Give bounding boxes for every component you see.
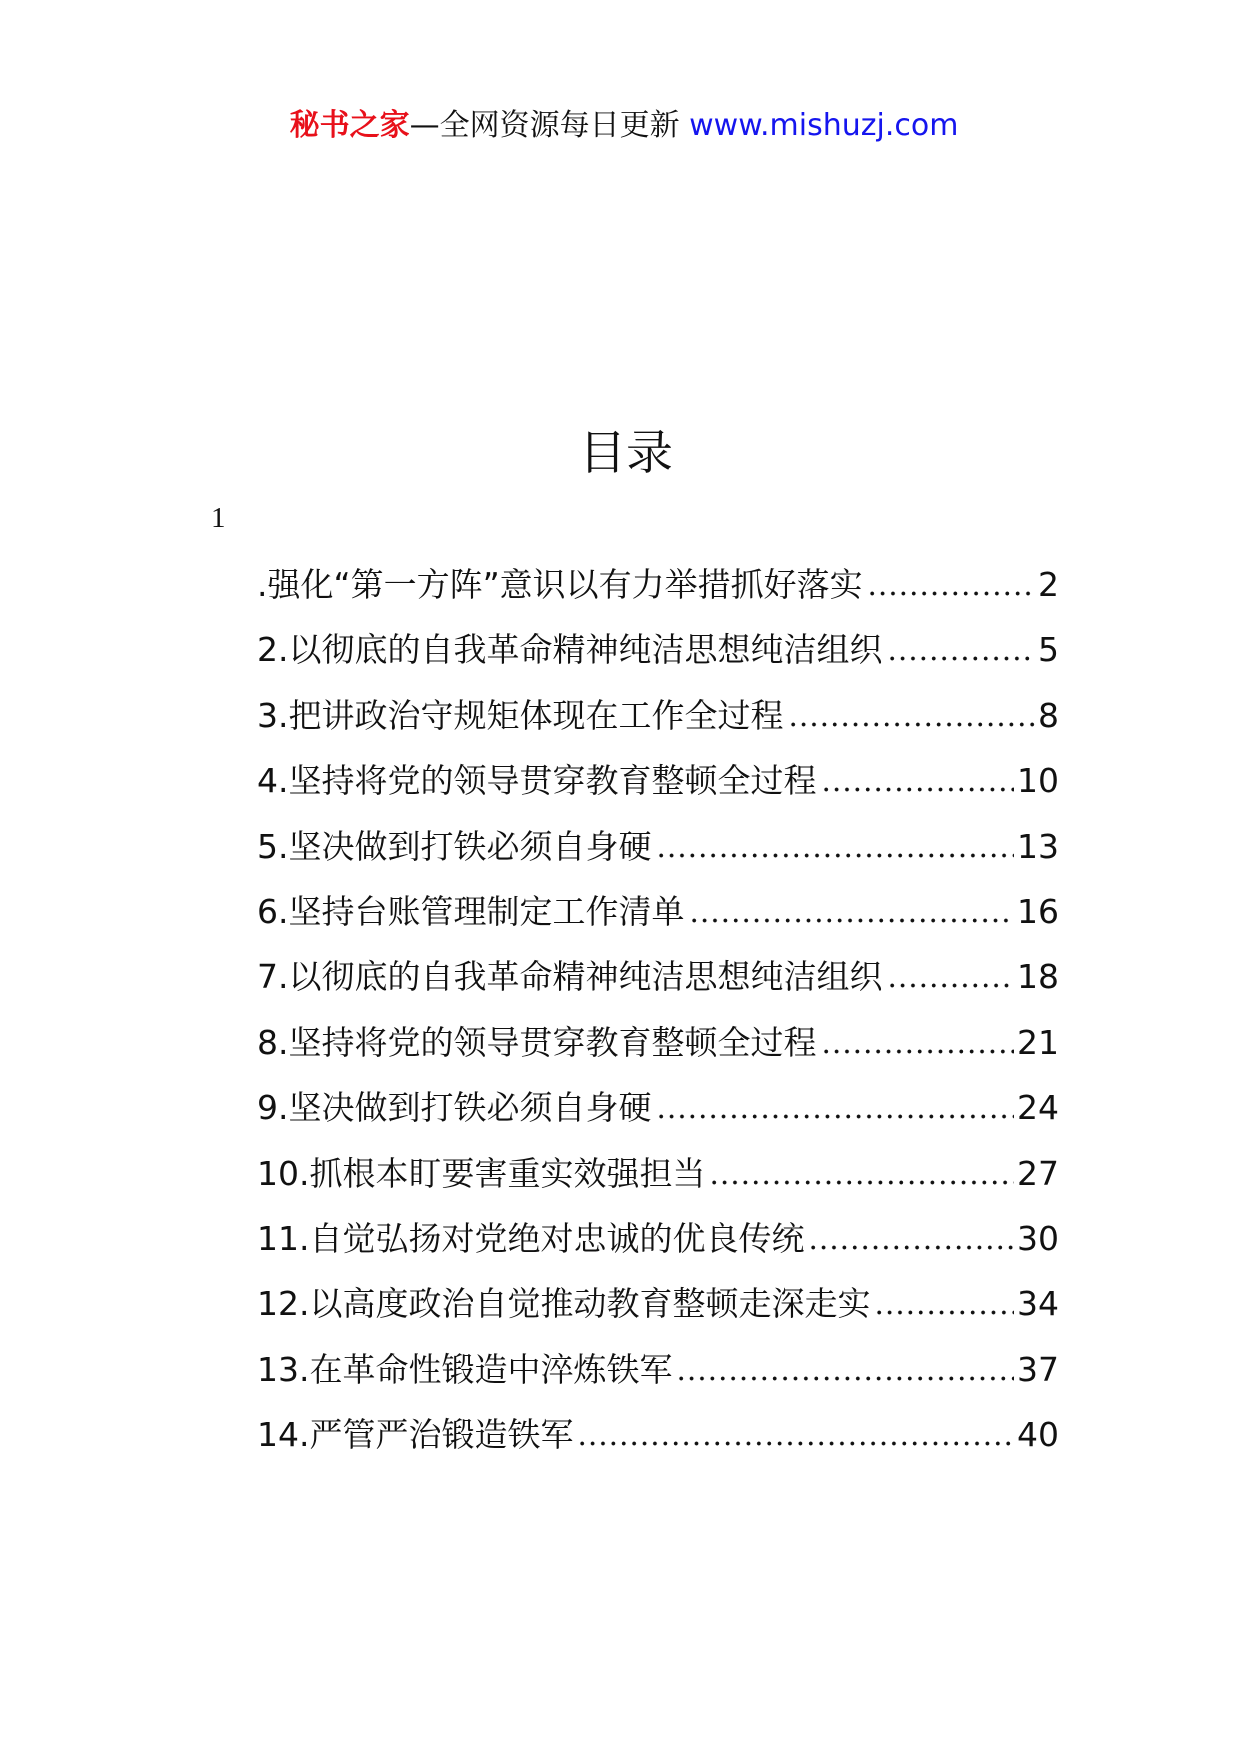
toc-entry bbox=[257, 617, 1059, 682]
toc-entry-page: 13 bbox=[1017, 826, 1059, 866]
toc-dot-leader bbox=[887, 656, 1036, 661]
toc-entry-label: 12.以高度政治自觉推动教育整顿走深走实 bbox=[257, 1284, 871, 1324]
toc-dot-leader bbox=[821, 787, 1015, 792]
toc-entry-page: 21 bbox=[1017, 1022, 1059, 1062]
toc-entry bbox=[257, 1010, 1059, 1075]
toc-entry bbox=[257, 1337, 1059, 1402]
toc-level-marker: 1 bbox=[211, 502, 226, 534]
toc-dot-leader bbox=[867, 591, 1035, 596]
toc-entry-page: 18 bbox=[1017, 957, 1059, 997]
toc-dot-leader bbox=[656, 1114, 1015, 1119]
toc-entry-page: 8 bbox=[1038, 695, 1059, 735]
toc-entry-page: 30 bbox=[1017, 1218, 1059, 1258]
toc-entry-page: 16 bbox=[1017, 891, 1059, 931]
toc-entry-label: 8.坚持将党的领导贯穿教育整顿全过程 bbox=[257, 1022, 817, 1062]
page-header bbox=[8, 104, 1240, 148]
toc-entry bbox=[257, 1075, 1059, 1140]
toc-entry bbox=[257, 879, 1059, 944]
toc-entry-label: 2.以彻底的自我革命精神纯洁思想纯洁组织 bbox=[257, 630, 883, 670]
toc-dot-leader bbox=[709, 1180, 1014, 1185]
toc-dot-leader bbox=[656, 853, 1015, 858]
toc-dot-leader bbox=[577, 1441, 1014, 1446]
toc-entry-page: 5 bbox=[1038, 630, 1059, 670]
toc-dot-leader bbox=[887, 983, 1015, 988]
toc-entry bbox=[257, 814, 1059, 879]
toc-entry bbox=[257, 683, 1059, 748]
toc-entry bbox=[257, 1402, 1059, 1467]
brand-name: 秘书之家 bbox=[289, 108, 410, 143]
table-of-contents bbox=[257, 552, 1059, 1467]
toc-entry-page: 34 bbox=[1017, 1284, 1059, 1324]
toc-entry-label: 14.严管严治锻造铁军 bbox=[257, 1415, 574, 1455]
document-title: 目录 bbox=[579, 426, 673, 481]
toc-entry-page: 10 bbox=[1017, 761, 1059, 801]
toc-entry-label: 13.在革命性锻造中淬炼铁军 bbox=[257, 1349, 673, 1389]
toc-dot-leader bbox=[676, 1376, 1014, 1381]
toc-entry-label: .强化“第一方阵”意识以有力举措抓好落实 bbox=[257, 565, 863, 604]
toc-entry-label: 4.坚持将党的领导贯穿教育整顿全过程 bbox=[257, 761, 817, 801]
toc-entry bbox=[257, 944, 1059, 1009]
toc-entry-page: 2 bbox=[1038, 565, 1059, 604]
toc-entry bbox=[257, 748, 1059, 813]
toc-entry bbox=[257, 1271, 1059, 1336]
toc-entry bbox=[257, 552, 1059, 617]
website-url: www.mishuzj.com bbox=[689, 108, 959, 143]
toc-entry bbox=[257, 1206, 1059, 1271]
toc-entry-page: 24 bbox=[1017, 1088, 1059, 1128]
toc-dot-leader bbox=[808, 1245, 1014, 1250]
toc-dot-leader bbox=[788, 722, 1036, 727]
toc-entry bbox=[257, 1141, 1059, 1206]
toc-entry-label: 6.坚持台账管理制定工作清单 bbox=[257, 891, 685, 931]
toc-entry-label: 5.坚决做到打铁必须自身硬 bbox=[257, 826, 652, 866]
toc-entry-label: 7.以彻底的自我革命精神纯洁思想纯洁组织 bbox=[257, 957, 883, 997]
toc-entry-label: 10.抓根本盯要害重实效强担当 bbox=[257, 1153, 706, 1193]
toc-dot-leader bbox=[874, 1310, 1014, 1315]
toc-entry-label: 9.坚决做到打铁必须自身硬 bbox=[257, 1088, 652, 1128]
toc-entry-page: 27 bbox=[1017, 1153, 1059, 1193]
header-slogan: —全网资源每日更新 bbox=[409, 108, 680, 143]
toc-dot-leader bbox=[689, 918, 1015, 923]
toc-dot-leader bbox=[821, 1049, 1015, 1054]
toc-entry-label: 3.把讲政治守规矩体现在工作全过程 bbox=[257, 695, 784, 735]
toc-entry-label: 11.自觉弘扬对党绝对忠诚的优良传统 bbox=[257, 1218, 805, 1258]
toc-entry-page: 40 bbox=[1017, 1415, 1059, 1455]
toc-entry-page: 37 bbox=[1017, 1349, 1059, 1389]
